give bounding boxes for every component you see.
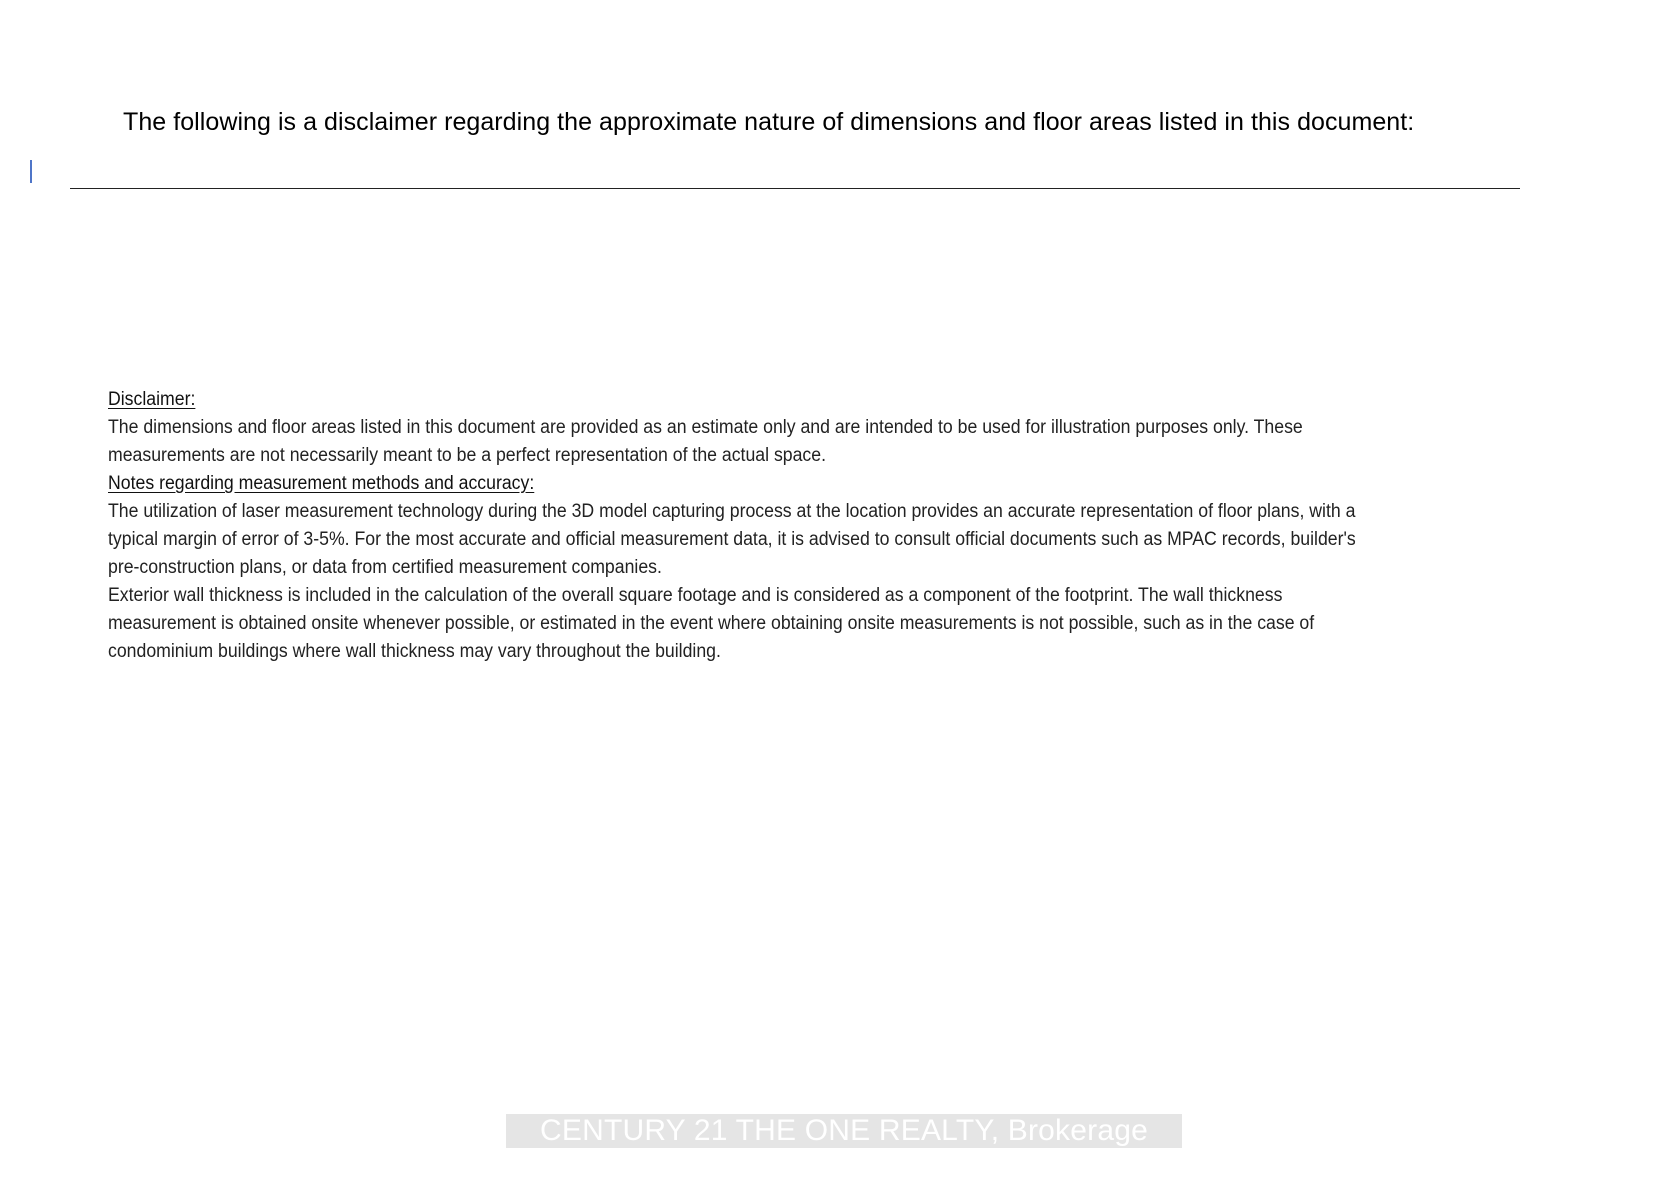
notes-paragraph-wall-thickness: Exterior wall thickness is included in the calculation of the overall square footage and is considered as a component of the footprint. The wall thickness measurement is obtained onsite whenever possible, or estimated in the event where obtaining onsite measurements is not possible, such as in the case of condominium buildings where wall thickness may vary throughout the building. [108,585,1315,662]
disclaimer-heading: Disclaimer: [108,389,196,410]
text-cursor-mark [30,160,32,183]
intro-sentence: The following is a disclaimer regarding the approximate nature of dimensions and floor areas listed in this document: [123,108,1415,136]
disclaimer-paragraph: The dimensions and floor areas listed in this document are provided as an estimate only and are intended to be used for illustration purposes only. These measurements are not necessarily meant to be a perfect representation of the actual space. [108,417,1303,466]
notes-paragraph-laser-accuracy: The utilization of laser measurement technology during the 3D model capturing process at the location provides an accurate representation of floor plans, with a typical margin of error of 3-5%. For the most accurate and official measurement data, it is advised to consult official documents such as MPAC records, builder's pre-construction plans, or data from certified measurement companies. [108,501,1356,578]
brokerage-watermark: CENTURY 21 THE ONE REALTY, Brokerage [506,1114,1182,1148]
disclaimer-section [108,386,1391,666]
notes-heading: Notes regarding measurement methods and accuracy: [108,473,535,494]
horizontal-divider [70,188,1520,189]
